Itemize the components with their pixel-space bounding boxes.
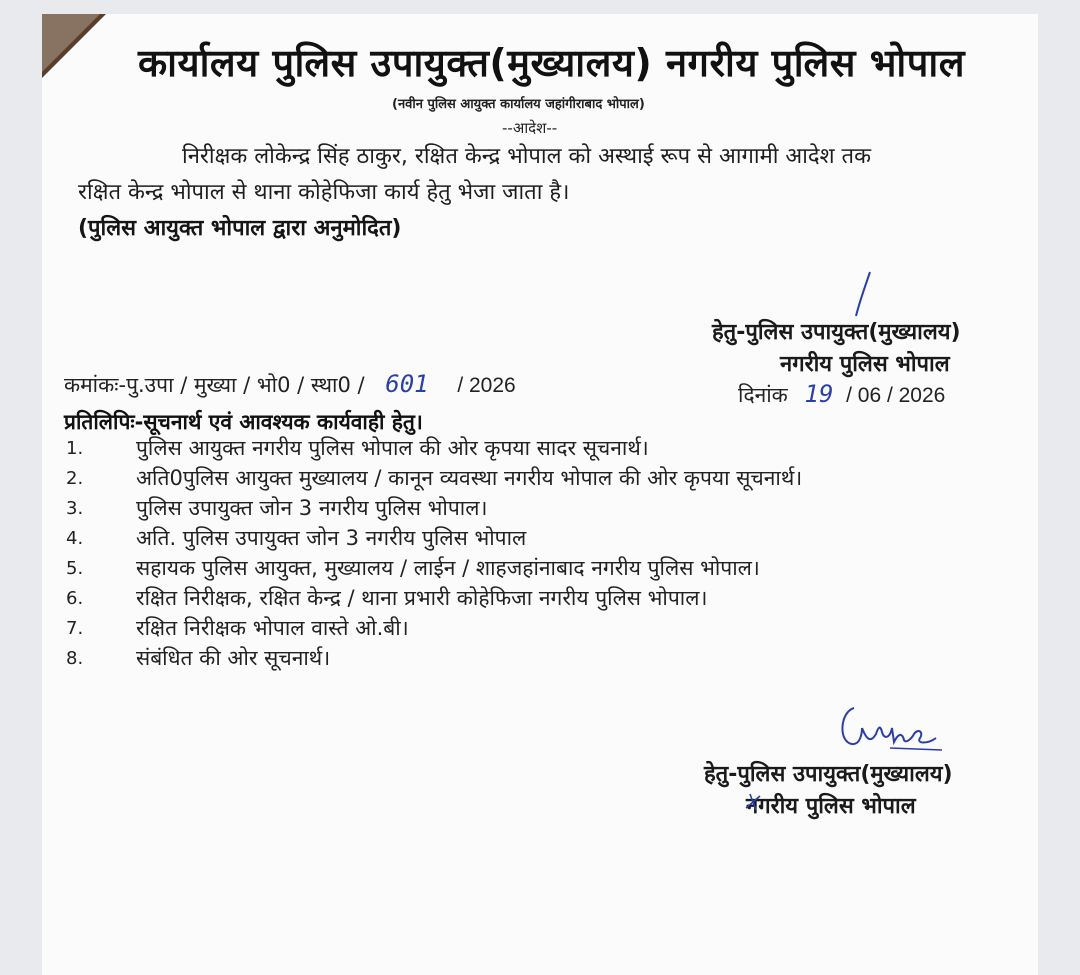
- list-item: 4. अति. पुलिस उपायुक्त जोन 3 नगरीय पुलिस भोपाल: [66, 526, 527, 550]
- signatory-office-copy: नगरीय पुलिस भोपाल: [746, 794, 916, 819]
- order-label: --आदेश--: [502, 119, 558, 137]
- list-item: 5. सहायक पुलिस आयुक्त, मुख्यालय / लाईन / शाहजहांनाबाद नगरीय पुलिस भोपाल।: [66, 556, 760, 580]
- copy-recipient-list: [66, 438, 1026, 678]
- reference-prefix: कमांकः-पु.उपा / मुख्या / भो0 / स्था0 /: [64, 373, 365, 397]
- list-item: 1. पुलिस आयुक्त नगरीय पुलिस भोपाल की ओर कृपया सादर सूचनार्थ।: [66, 436, 649, 460]
- list-item: 3. पुलिस उपायुक्त जोन 3 नगरीय पुलिस भोपाल।: [66, 496, 488, 520]
- list-item: 6. रक्षित निरीक्षक, रक्षित केन्द्र / थाना प्रभारी कोहेफिजा नगरीय पुलिस भोपाल।: [66, 586, 708, 610]
- order-text-line-1: निरीक्षक लोकेन्द्र सिंह ठाकुर, रक्षित केन्द्र भोपाल को अस्थाई रूप से आगामी आदेश तक: [182, 144, 871, 169]
- reference-year: / 2026: [457, 374, 516, 397]
- date-handwritten-day: 19: [804, 380, 834, 408]
- list-item: 2. अति0पुलिस आयुक्त मुख्यालय / कानून व्यवस्था नगरीय भोपाल की ओर कृपया सूचनार्थ।: [66, 466, 803, 490]
- approval-note: (पुलिस आयुक्त भोपाल द्वारा अनुमोदित): [78, 216, 402, 241]
- reference-handwritten-number: 601: [385, 370, 429, 398]
- office-title: कार्यालय पुलिस उपायुक्त(मुख्यालय) नगरीय पुलिस भोपाल: [138, 41, 965, 85]
- handwritten-signature: [832, 698, 952, 758]
- signatory-office: नगरीय पुलिस भोपाल: [780, 352, 950, 377]
- date-label: दिनांक: [738, 383, 788, 407]
- order-text-line-2: रक्षित केन्द्र भोपाल से थाना कोहेफिजा कार्य हेतु भेजा जाता है।: [78, 180, 570, 205]
- list-item: 7. रक्षित निरीक्षक भोपाल वास्ते ओ.बी।: [66, 616, 409, 640]
- signatory-designation-copy: हेतु-पुलिस उपायुक्त(मुख्यालय): [704, 762, 953, 787]
- folded-corner-shade: [42, 14, 100, 72]
- order-date: [738, 380, 945, 409]
- handwritten-mark: [742, 790, 764, 814]
- signatory-designation: हेतु-पुलिस उपायुक्त(मुख्यालय): [712, 320, 961, 345]
- document-page: [42, 14, 1038, 975]
- copy-heading: प्रतिलिपिः-सूचनार्थ एवं आवश्यक कार्यवाही हेतु।: [64, 410, 423, 434]
- date-month-year: / 06 / 2026: [846, 384, 946, 407]
- office-address: (नवीन पुलिस आयुक्त कार्यालय जहांगीराबाद भोपाल): [392, 97, 645, 112]
- reference-number: [64, 370, 516, 399]
- list-item: 8. संबंधित की ओर सूचनार्थ।: [66, 646, 331, 670]
- handwritten-tick-mark: [848, 270, 878, 320]
